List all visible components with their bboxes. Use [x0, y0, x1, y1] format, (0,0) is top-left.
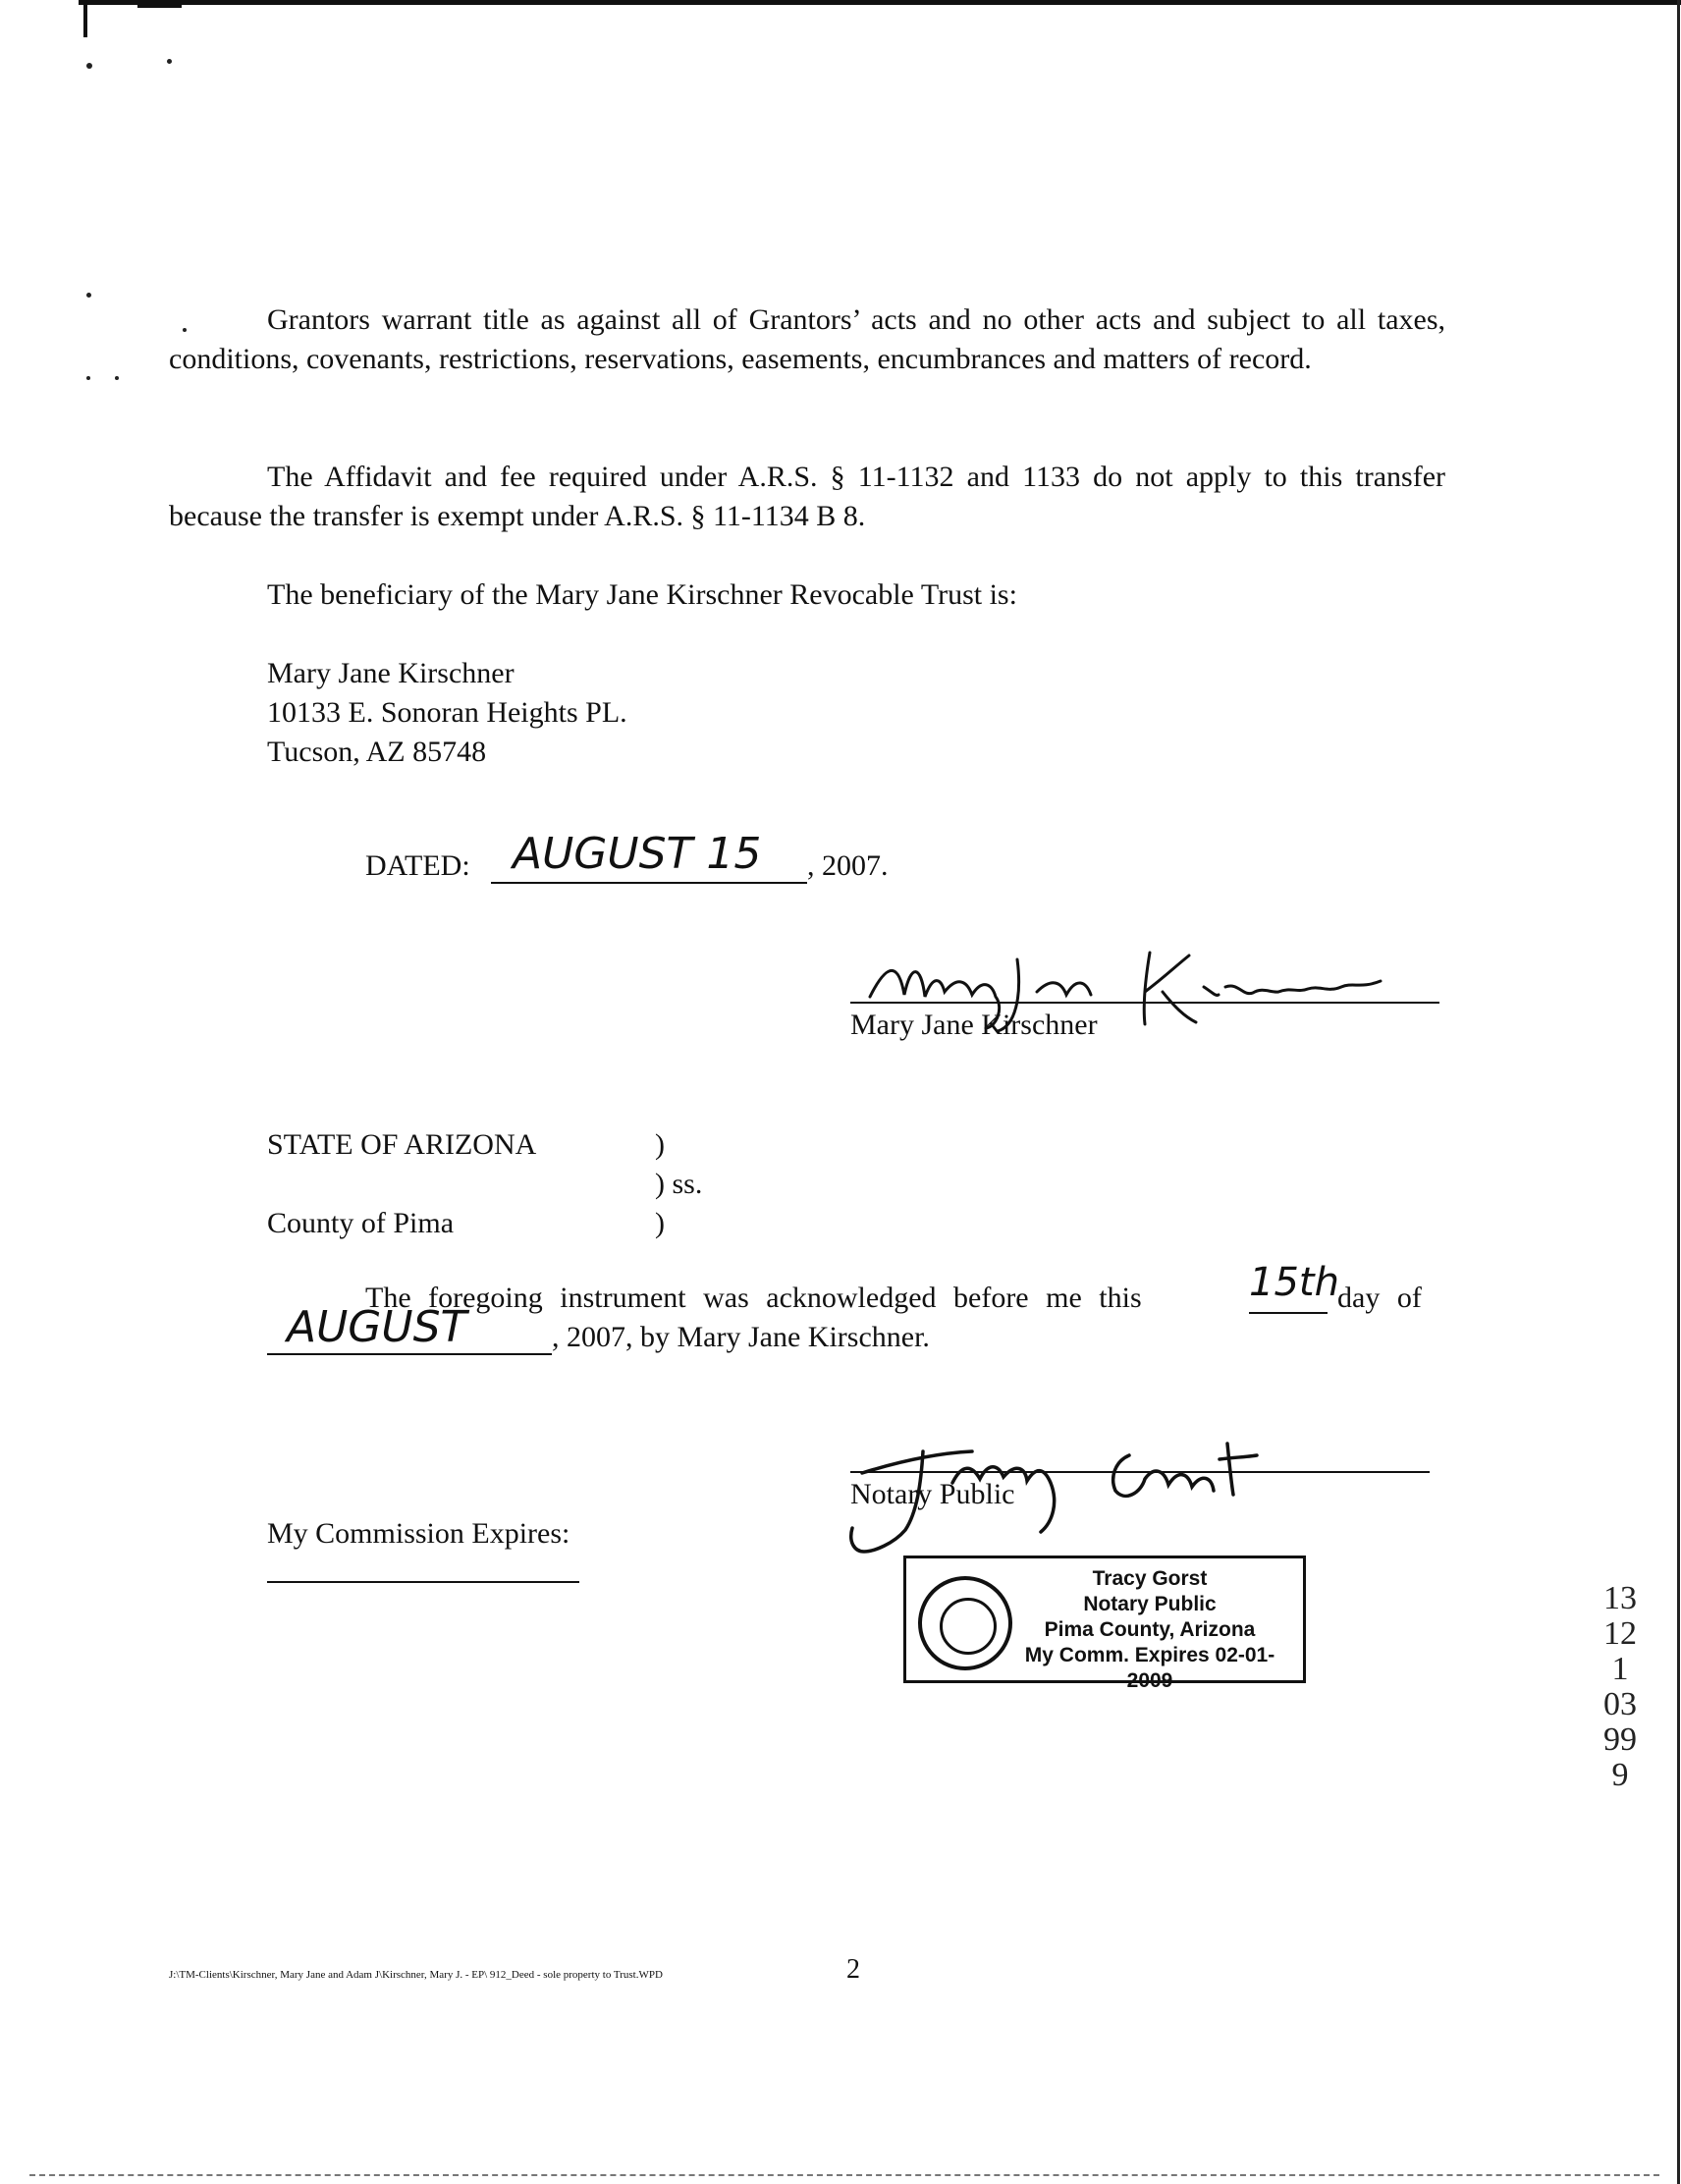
state-label: STATE OF ARIZONA: [267, 1128, 537, 1161]
affidavit-paragraph: The Affidavit and fee required under A.R.S. § 11-1132 and 1133 do not apply to this transfer because the transfer is exempt under A.R.S. § 11-1134 B 8.: [169, 461, 1445, 532]
beneficiary-address-line2: Tucson, AZ 85748: [267, 736, 487, 768]
stamp-expiration: My Comm. Expires 02-01-2009: [1024, 1644, 1275, 1692]
venue-ss: ) ss.: [655, 1168, 703, 1200]
scan-speck: [86, 376, 90, 380]
document-page: Grantors warrant title as against all of Grantors’ acts and no other acts and subject to all taxes, conditions, covenants, restrictions, reservations, easements, encumbrances and matters of record. The Affidavit and fee required under A.R.S. § 11-1132 and 1133 do not apply to this transfer because the transfer is exempt under A.R.S. § 11-1134 B 8. The beneficiary of the Mary Jane Kirschner Revocable Trust is: Mary Jane Kirschner 10133 E. Sonoran Heights PL. Tucson, AZ 85748 DATED: AUGUST 15 , 2007. Mary Jane Kirschner STATE OF ARIZONA ) ) ss. ) County of Pima The foregoing instrument was acknowledged before me this 15th day of AUGUST , 2007, by Mary Jane Kirschner. Notary Public My Commission Expires: Tracy Gorst Notary Public Pima County, Arizona My Comm. Expires 02-01-2009 13121 03999 2 J:\TM-Clients\Kirschner, Mary Jane and Adam J\Kirschner, Mary J. - EP\ 912_Deed - sole property to Trust.WPD: [0, 0, 1681, 2184]
scan-speck: [167, 59, 172, 64]
ack-day-handwritten: 15th: [1249, 1260, 1339, 1305]
stamp-title: Notary Public: [1083, 1593, 1217, 1615]
page-number: 2: [846, 1954, 860, 1985]
scan-top-border: [79, 0, 1681, 5]
commission-expires-line: [267, 1581, 579, 1583]
venue-paren-top: ): [655, 1128, 665, 1161]
scan-top-border-mark: [137, 0, 182, 8]
ack-month-handwritten: AUGUST: [287, 1302, 467, 1352]
venue-paren-bottom: ): [655, 1207, 665, 1239]
warranty-paragraph: Grantors warrant title as against all of Grantors’ acts and no other acts and subject to all taxes, conditions, covenants, restrictions, reservations, easements, encumbrances and matters of record.: [169, 303, 1445, 375]
county-label: County of Pima: [267, 1207, 455, 1239]
notary-public-label: Notary Public: [850, 1478, 1015, 1510]
dated-label: DATED:: [365, 849, 470, 882]
ack-day-underline: [1249, 1312, 1328, 1314]
commission-expires-label: My Commission Expires:: [267, 1517, 570, 1550]
scan-speck: [86, 293, 91, 298]
beneficiary-intro: The beneficiary of the Mary Jane Kirschner Revocable Trust is:: [267, 578, 1017, 611]
signature-line: [850, 1002, 1439, 1004]
scan-speck: [115, 376, 119, 380]
scan-right-edge: [1677, 0, 1680, 2184]
stamp-notary-name: Tracy Gorst: [1092, 1567, 1208, 1590]
scan-speck: [86, 63, 92, 69]
footer-file-path: J:\TM-Clients\Kirschner, Mary Jane and Adam J\Kirschner, Mary J. - EP\ 912_Deed - sole property to Trust.WPD: [169, 1969, 663, 1981]
beneficiary-address-line1: 10133 E. Sonoran Heights PL.: [267, 696, 627, 729]
beneficiary-name: Mary Jane Kirschner: [267, 657, 515, 689]
dated-handwritten: AUGUST 15: [513, 829, 762, 879]
notary-stamp: [903, 1556, 1306, 1692]
dated-underline: [491, 882, 807, 884]
acknowledgment-part1: The foregoing instrument was acknowledged before me this: [365, 1282, 1142, 1314]
scan-bottom-edge: [29, 2174, 1659, 2176]
scan-corner-mark: [83, 0, 87, 37]
stamp-county: Pima County, Arizona: [1044, 1618, 1256, 1641]
ack-month-underline: [267, 1353, 552, 1355]
dated-year: , 2007.: [807, 849, 889, 882]
notary-signature-line: [850, 1471, 1430, 1473]
acknowledgment-part3: , 2007, by Mary Jane Kirschner.: [552, 1321, 930, 1353]
arizona-state-seal-icon: [918, 1576, 1012, 1670]
acknowledgment-part2: day of: [1337, 1282, 1422, 1314]
signer-name: Mary Jane Kirschner: [850, 1009, 1098, 1041]
